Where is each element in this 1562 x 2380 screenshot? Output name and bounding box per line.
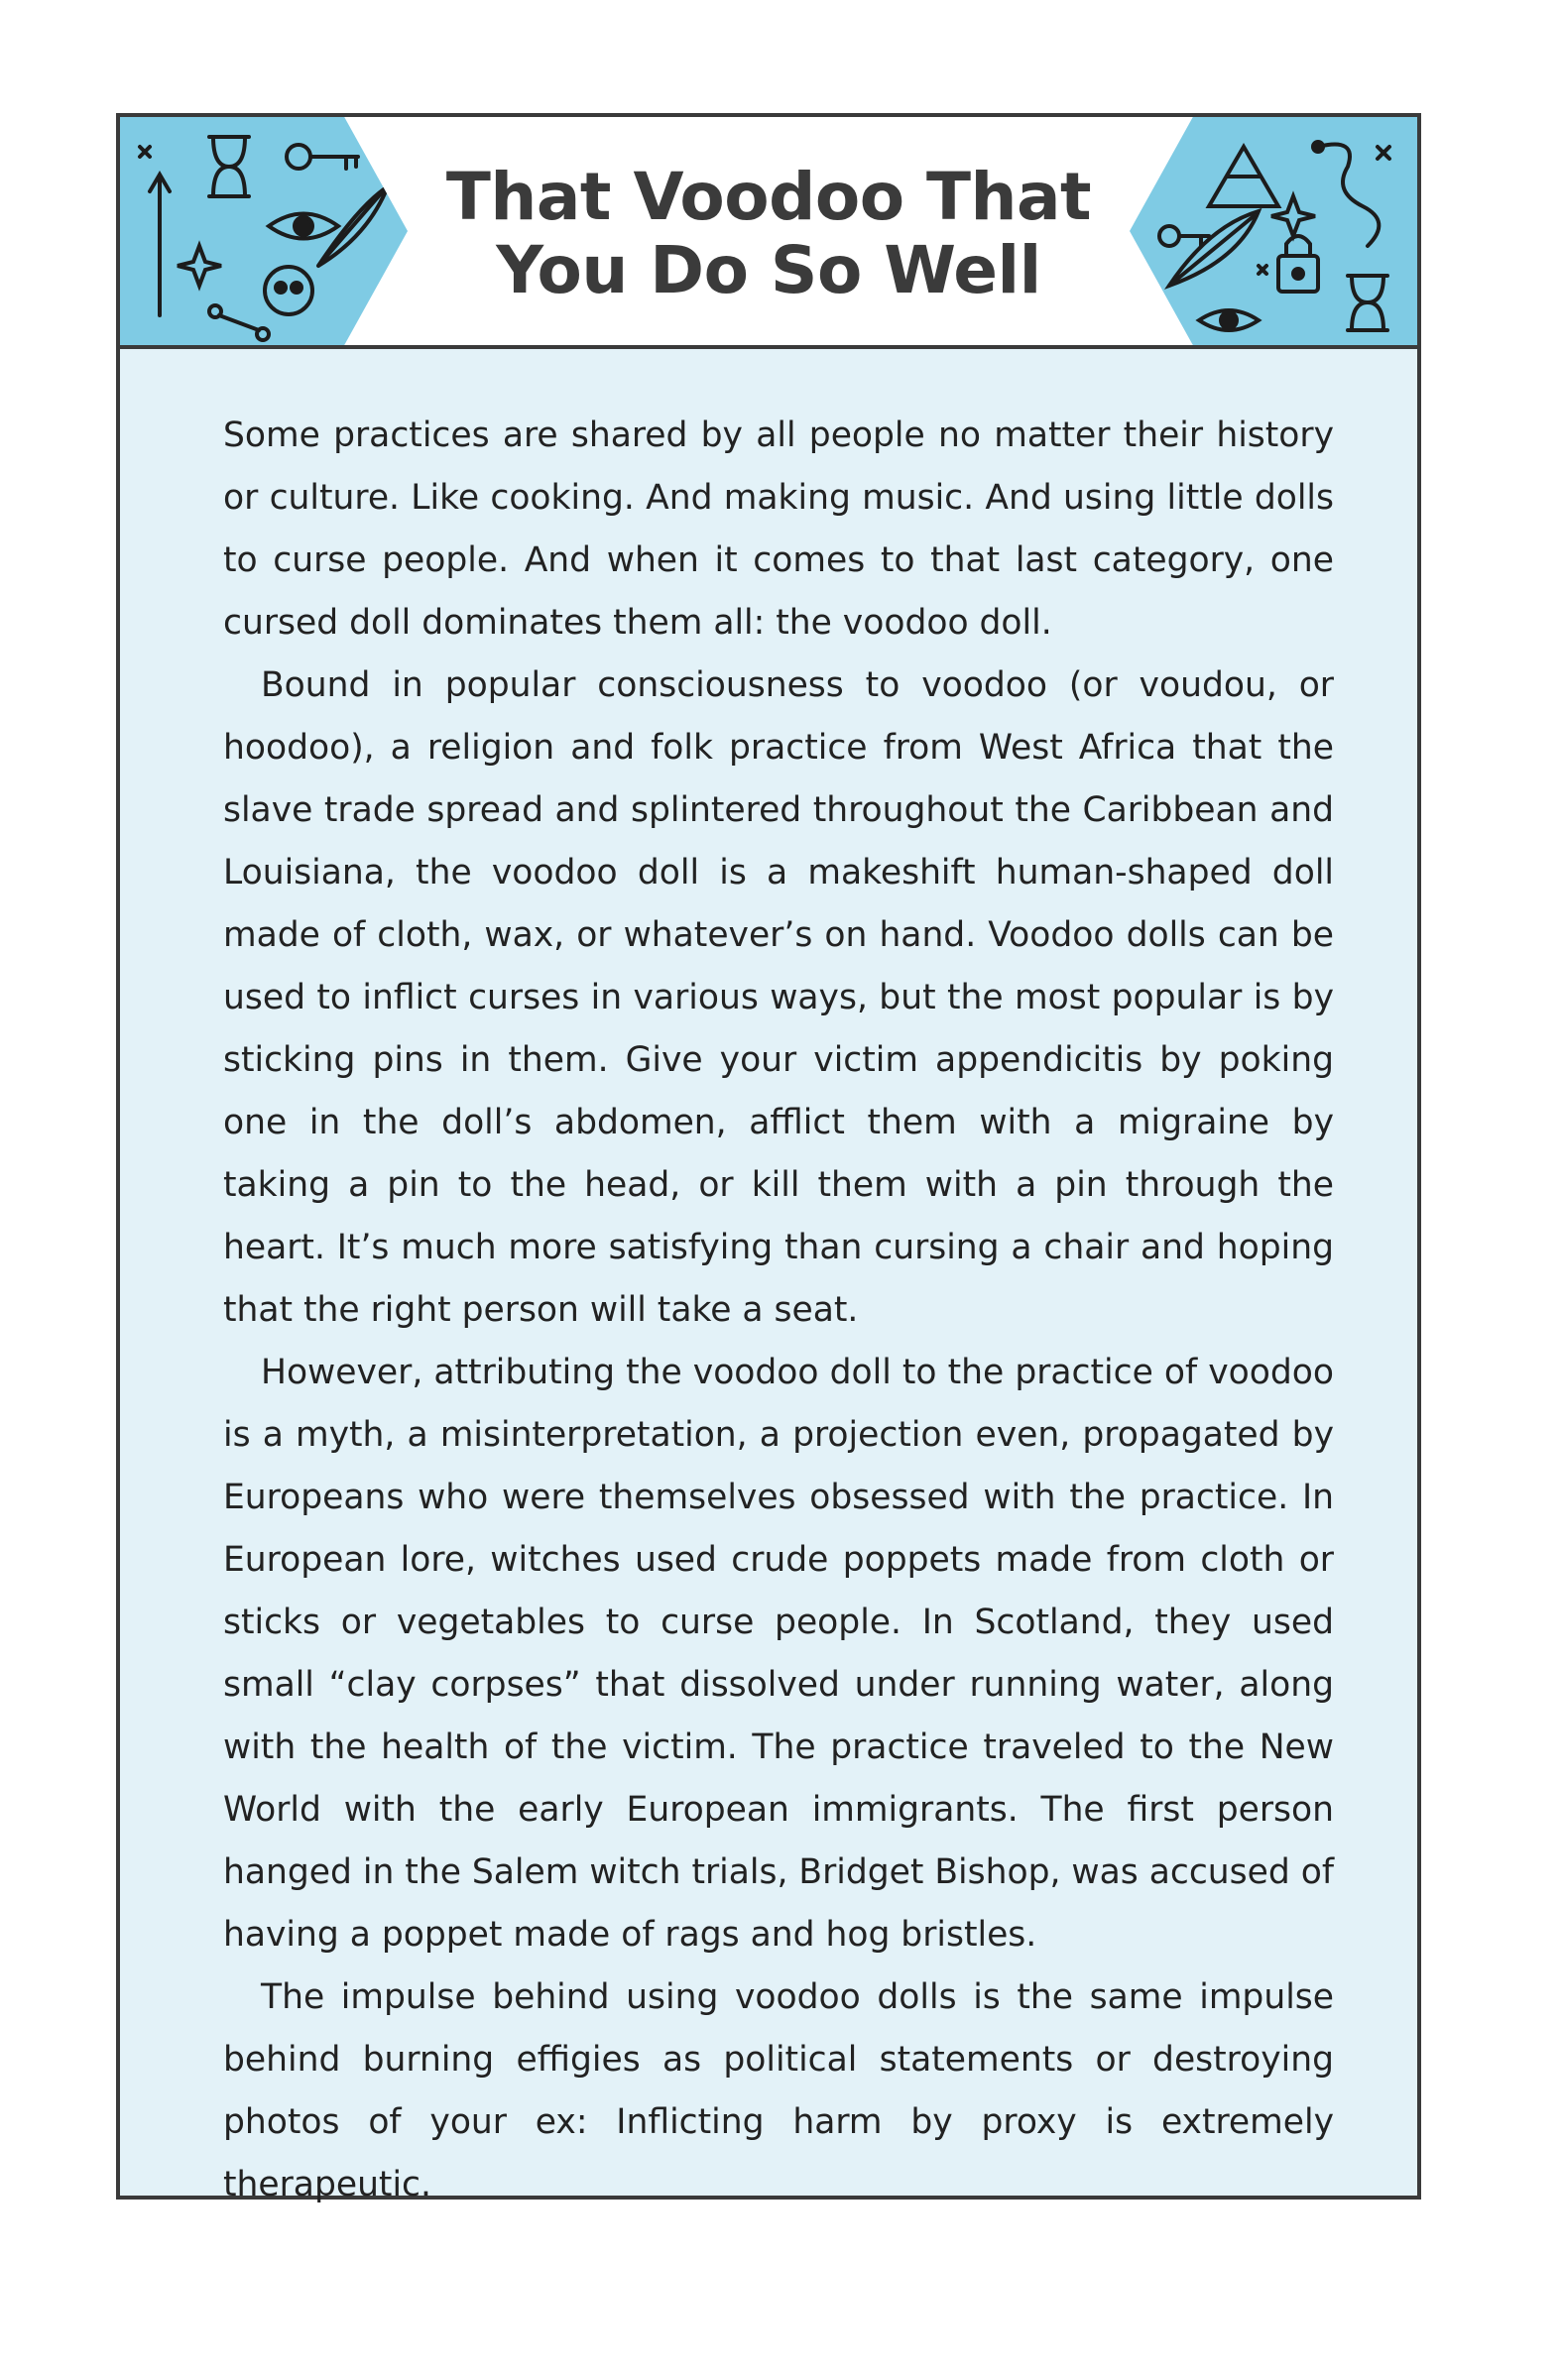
hourglass-icon	[209, 137, 249, 196]
paragraph-3: However, attributing the voodoo doll to the practice of voodoo is a myth, a misinterpretation, a projection even, propagated by Europeans who were themselves obsessed with the practice. In European lore, witches used crude poppets made from cloth or sticks or vegetables to curse people. In Scotland, they used small “clay corpses” that dissolved under running water, along with the health of the victim. The practice traveled to the New World with the early European immigrants. The first person hanged in the Salem witch trials, Bridget Bishop, was accused of having a poppet made of rags and hog bristles.	[223, 1353, 1334, 1955]
title-line-2: You Do So Well	[496, 232, 1041, 308]
snake-icon	[1313, 142, 1379, 246]
pyramid-icon	[1209, 147, 1278, 206]
right-ornament-panel	[1130, 117, 1417, 345]
paragraph-4: The impulse behind using voodoo dolls is the same impulse behind burning effigies as political statements or destroying photos of your ex: Inflicting harm by proxy is extremely therapeutic.	[223, 1977, 1334, 2204]
eye-icon	[269, 214, 338, 239]
feather-icon	[318, 186, 388, 266]
occult-ornament-right	[1130, 117, 1417, 345]
paragraph-1: Some practices are shared by all people no matter their history or culture. Like cooking. And making music. And using little dolls to curse people. And when it comes to that last category, one cursed doll dominates them all: the voodoo doll.	[223, 416, 1334, 643]
key-icon	[1159, 226, 1209, 246]
hourglass-icon	[1348, 276, 1387, 330]
sidebar-header	[120, 117, 1417, 349]
padlock-icon	[1278, 236, 1318, 292]
sidebar-title	[418, 161, 1120, 307]
arrow-icon	[150, 175, 170, 315]
title-line-1: That Voodoo That	[445, 159, 1092, 235]
occult-ornament-left	[120, 117, 408, 345]
skull-icon	[265, 267, 312, 314]
paragraph-2: Bound in popular consciousness to voodoo (or voudou, or hoodoo), a religion and folk practice from West Africa that the slave trade spread and splintered throughout the Caribbean and Louisiana, the voodoo doll is a makeshift human-shaped doll made of cloth, wax, or whatever’s on hand. Voodoo dolls can be used to inflict curses in various ways, but the most popular is by sticking pins in them. Give your victim appendicitis by poking one in the doll’s abdomen, afflict them with a migraine by taking a pin to the head, or kill them with a pin through the heart. It’s much more satisfying than cursing a chair and hoping that the right person will take a seat.	[223, 665, 1334, 1330]
sidebar-box	[116, 113, 1421, 2204]
star-icon	[178, 246, 221, 286]
sidebar-body	[223, 405, 1334, 2216]
feather-icon	[1169, 211, 1259, 286]
left-ornament-panel	[120, 117, 408, 345]
key-icon	[287, 145, 358, 169]
bone-icon	[209, 305, 269, 340]
eye-icon	[1199, 310, 1259, 330]
